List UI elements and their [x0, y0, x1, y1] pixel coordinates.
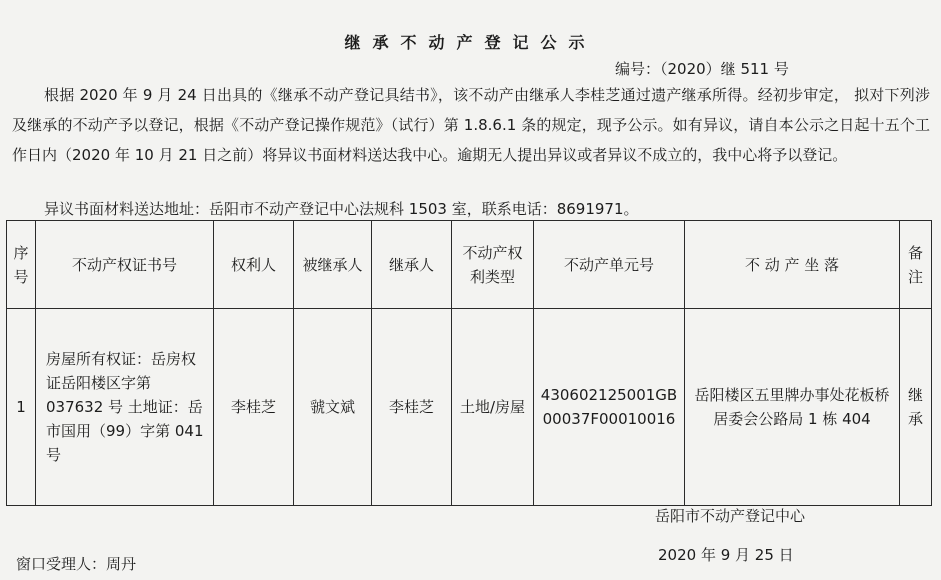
- table-header-row: [7, 221, 932, 309]
- cell-seq: 1: [7, 309, 36, 506]
- header-cert-no: 不动产权证书号: [36, 221, 214, 309]
- registration-table: [6, 220, 932, 506]
- cell-unit-no: 430602125001GB00037F00010016: [534, 309, 685, 506]
- header-owner: 权利人: [214, 221, 294, 309]
- announcement-paragraph: 根据 2020 年 9 月 24 日出具的《继承不动产登记具结书》，该不动产由继承人李桂芝通过遗产继承所得。经初步审定， 拟对下列涉及继承的不动产予以登记，根据《不动产登记操作规范》（试行）第 1.8.6.1 条的规定，现予公示。如有异议，请自本公示之日起十五个工作日内（2020 年 10 月 21 日之前）将异议书面材料送达我中心。逾期无人提出异议或者异议不成立的，我中心将予以登记。: [12, 86, 930, 164]
- issue-date: 2020 年 9 月 25 日: [658, 546, 794, 564]
- header-decedent: 被继承人: [294, 221, 372, 309]
- header-unit-no: 不动产单元号: [534, 221, 685, 309]
- cell-owner: 李桂芝: [214, 309, 294, 506]
- header-right-type: 不动产权利类型: [452, 221, 534, 309]
- cell-cert-no: 房屋所有权证：岳房权证岳阳楼区字第 037632 号 土地证：岳市国用（99）字第 041 号: [36, 309, 214, 506]
- cell-remark: 继承: [900, 309, 932, 506]
- window-receiver: 窗口受理人：周丹: [16, 555, 137, 573]
- cell-heir: 李桂芝: [372, 309, 452, 506]
- issuer-name: 岳阳市不动产登记中心: [655, 507, 806, 525]
- header-seq: 序号: [7, 221, 36, 309]
- document-number: 编号：（2020）继 511 号: [615, 60, 789, 78]
- header-heir: 继承人: [372, 221, 452, 309]
- header-location: 不 动 产 坐 落: [685, 221, 900, 309]
- table-row: [7, 309, 932, 506]
- cell-location: 岳阳楼区五里牌办事处花板桥居委会公路局 1 栋 404: [685, 309, 900, 506]
- cell-decedent: 虢文斌: [294, 309, 372, 506]
- objection-address: 异议书面材料送达地址：岳阳市不动产登记中心法规科 1503 室，联系电话：8691971。: [44, 200, 639, 218]
- cell-right-type: 土地/房屋: [452, 309, 534, 506]
- header-remark: 备注: [900, 221, 932, 309]
- document-title: 继承不动产登记公示: [344, 33, 597, 52]
